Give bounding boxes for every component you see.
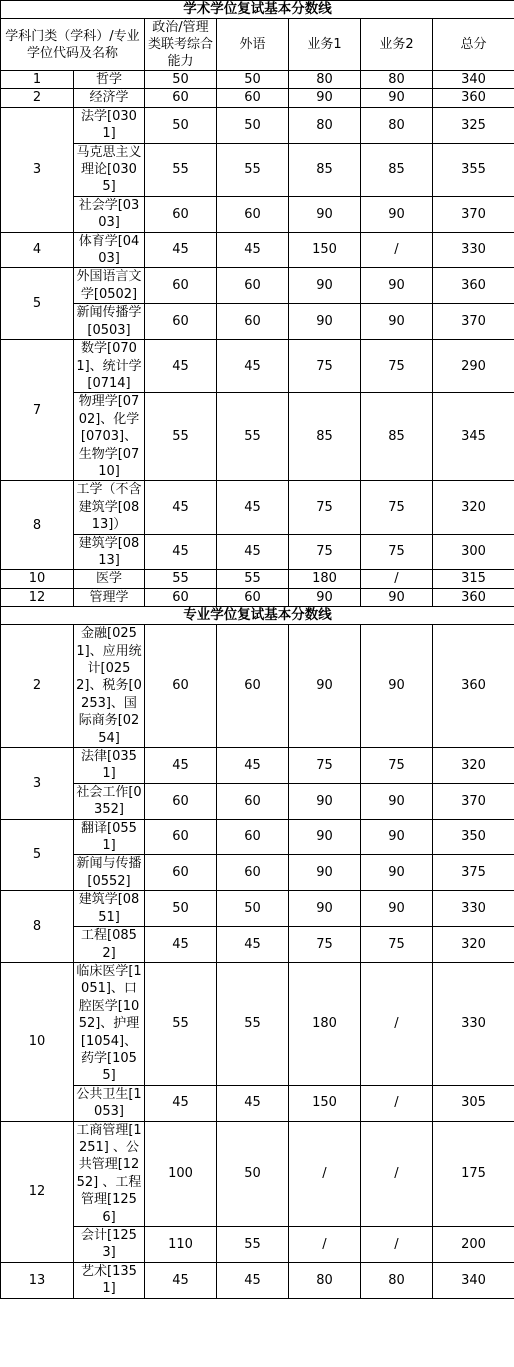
subject1-score: 80 [289, 71, 361, 89]
table-row [1, 570, 514, 588]
table-row [1, 481, 514, 534]
category-code: 8 [1, 481, 74, 570]
subject1-score: / [289, 1227, 361, 1263]
discipline-name: 医学 [74, 570, 145, 588]
table-row [1, 196, 514, 232]
total-score: 360 [433, 588, 514, 606]
subject2-score: 85 [361, 143, 433, 196]
politics-score: 45 [145, 232, 217, 268]
total-score: 305 [433, 1085, 514, 1121]
subject2-score: 75 [361, 534, 433, 570]
subject2-score: 90 [361, 855, 433, 891]
subject2-score: 90 [361, 783, 433, 819]
table-row [1, 783, 514, 819]
table-row [1, 107, 514, 143]
total-score: 370 [433, 783, 514, 819]
subject2-score: 80 [361, 1262, 433, 1298]
subject1-score: 150 [289, 232, 361, 268]
politics-score: 60 [145, 855, 217, 891]
foreign-language-score: 50 [217, 107, 289, 143]
total-score: 370 [433, 304, 514, 340]
subject2-score: 90 [361, 891, 433, 927]
politics-score: 45 [145, 481, 217, 534]
section-title-row [1, 1, 514, 19]
subject1-score: 75 [289, 534, 361, 570]
discipline-name: 管理学 [74, 588, 145, 606]
total-score: 360 [433, 268, 514, 304]
politics-score: 55 [145, 570, 217, 588]
politics-score: 55 [145, 962, 217, 1085]
total-score: 320 [433, 481, 514, 534]
subject1-score: 90 [289, 855, 361, 891]
header-subject1: 业务1 [289, 19, 361, 71]
total-score: 330 [433, 962, 514, 1085]
total-score: 315 [433, 570, 514, 588]
foreign-language-score: 45 [217, 340, 289, 393]
foreign-language-score: 55 [217, 962, 289, 1085]
subject1-score: 90 [289, 89, 361, 107]
foreign-language-score: 50 [217, 1121, 289, 1226]
discipline-name: 建筑学[0851] [74, 891, 145, 927]
category-code: 2 [1, 89, 74, 107]
subject1-score: 75 [289, 748, 361, 784]
subject2-score: 90 [361, 819, 433, 855]
table-row [1, 891, 514, 927]
subject1-score: 85 [289, 143, 361, 196]
table-row [1, 962, 514, 1085]
subject2-score: 75 [361, 340, 433, 393]
politics-score: 45 [145, 340, 217, 393]
score-table-body [1, 1, 514, 1299]
header-discipline: 学科门类（学科）/专业学位代码及名称 [1, 19, 145, 71]
politics-score: 55 [145, 143, 217, 196]
discipline-name: 会计[1253] [74, 1227, 145, 1263]
category-code: 12 [1, 588, 74, 606]
table-row [1, 304, 514, 340]
politics-score: 50 [145, 71, 217, 89]
discipline-name: 金融[0251]、应用统计[0252]、税务[0253]、国际商务[0254] [74, 625, 145, 748]
section-title: 专业学位复试基本分数线 [1, 607, 514, 625]
subject1-score: 90 [289, 268, 361, 304]
category-code: 4 [1, 232, 74, 268]
foreign-language-score: 60 [217, 304, 289, 340]
category-code: 2 [1, 625, 74, 748]
discipline-name: 数学[0701]、统计学[0714] [74, 340, 145, 393]
politics-score: 60 [145, 819, 217, 855]
table-row [1, 855, 514, 891]
subject2-score: 85 [361, 393, 433, 481]
subject1-score: 90 [289, 304, 361, 340]
discipline-name: 法律[0351] [74, 748, 145, 784]
subject2-score: 90 [361, 268, 433, 304]
total-score: 320 [433, 927, 514, 963]
table-row [1, 340, 514, 393]
subject2-score: 90 [361, 588, 433, 606]
category-code: 5 [1, 268, 74, 340]
total-score: 355 [433, 143, 514, 196]
subject2-score: / [361, 570, 433, 588]
table-row [1, 748, 514, 784]
foreign-language-score: 60 [217, 819, 289, 855]
total-score: 345 [433, 393, 514, 481]
table-row [1, 393, 514, 481]
discipline-name: 新闻传播学[0503] [74, 304, 145, 340]
politics-score: 60 [145, 89, 217, 107]
subject1-score: / [289, 1121, 361, 1226]
foreign-language-score: 55 [217, 1227, 289, 1263]
discipline-name: 工程[0852] [74, 927, 145, 963]
politics-score: 50 [145, 891, 217, 927]
subject1-score: 90 [289, 819, 361, 855]
foreign-language-score: 60 [217, 196, 289, 232]
total-score: 290 [433, 340, 514, 393]
discipline-name: 新闻与传播[0552] [74, 855, 145, 891]
politics-score: 60 [145, 268, 217, 304]
category-code: 10 [1, 570, 74, 588]
subject1-score: 85 [289, 393, 361, 481]
foreign-language-score: 45 [217, 534, 289, 570]
table-row [1, 819, 514, 855]
header-total: 总分 [433, 19, 514, 71]
subject2-score: 80 [361, 71, 433, 89]
foreign-language-score: 55 [217, 570, 289, 588]
discipline-name: 艺术[1351] [74, 1262, 145, 1298]
subject2-score: / [361, 1085, 433, 1121]
category-code: 1 [1, 71, 74, 89]
foreign-language-score: 45 [217, 232, 289, 268]
total-score: 200 [433, 1227, 514, 1263]
politics-score: 60 [145, 304, 217, 340]
discipline-name: 马克思主义理论[0305] [74, 143, 145, 196]
table-row [1, 71, 514, 89]
subject1-score: 90 [289, 891, 361, 927]
discipline-name: 外国语言文学[0502] [74, 268, 145, 304]
politics-score: 100 [145, 1121, 217, 1226]
section-title: 学术学位复试基本分数线 [1, 1, 514, 19]
foreign-language-score: 45 [217, 1085, 289, 1121]
subject1-score: 150 [289, 1085, 361, 1121]
subject2-score: / [361, 962, 433, 1085]
foreign-language-score: 55 [217, 143, 289, 196]
discipline-name: 工学（不含建筑学[0813]） [74, 481, 145, 534]
subject2-score: 75 [361, 748, 433, 784]
section-title-row [1, 607, 514, 625]
subject1-score: 75 [289, 481, 361, 534]
subject2-score: 75 [361, 481, 433, 534]
politics-score: 45 [145, 534, 217, 570]
politics-score: 45 [145, 1262, 217, 1298]
table-row [1, 268, 514, 304]
foreign-language-score: 55 [217, 393, 289, 481]
politics-score: 45 [145, 748, 217, 784]
subject1-score: 90 [289, 625, 361, 748]
category-code: 3 [1, 748, 74, 820]
total-score: 325 [433, 107, 514, 143]
table-row [1, 1121, 514, 1226]
total-score: 330 [433, 232, 514, 268]
subject2-score: 90 [361, 196, 433, 232]
category-code: 7 [1, 340, 74, 481]
politics-score: 60 [145, 783, 217, 819]
politics-score: 60 [145, 196, 217, 232]
politics-score: 110 [145, 1227, 217, 1263]
foreign-language-score: 50 [217, 71, 289, 89]
category-code: 12 [1, 1121, 74, 1262]
subject1-score: 90 [289, 588, 361, 606]
total-score: 330 [433, 891, 514, 927]
table-row [1, 1085, 514, 1121]
foreign-language-score: 60 [217, 625, 289, 748]
foreign-language-score: 45 [217, 1262, 289, 1298]
foreign-language-score: 60 [217, 783, 289, 819]
discipline-name: 社会学[0303] [74, 196, 145, 232]
total-score: 360 [433, 89, 514, 107]
subject2-score: / [361, 1227, 433, 1263]
foreign-language-score: 60 [217, 268, 289, 304]
total-score: 370 [433, 196, 514, 232]
subject2-score: 75 [361, 927, 433, 963]
subject1-score: 90 [289, 783, 361, 819]
column-header-row [1, 19, 514, 71]
total-score: 360 [433, 625, 514, 748]
subject1-score: 180 [289, 962, 361, 1085]
foreign-language-score: 50 [217, 891, 289, 927]
table-row [1, 232, 514, 268]
table-row [1, 143, 514, 196]
header-politics: 政治/管理类联考综合能力 [145, 19, 217, 71]
subject2-score: 90 [361, 89, 433, 107]
category-code: 5 [1, 819, 74, 891]
total-score: 175 [433, 1121, 514, 1226]
discipline-name: 体育学[0403] [74, 232, 145, 268]
subject1-score: 75 [289, 340, 361, 393]
total-score: 340 [433, 71, 514, 89]
total-score: 320 [433, 748, 514, 784]
politics-score: 45 [145, 1085, 217, 1121]
politics-score: 50 [145, 107, 217, 143]
subject2-score: 90 [361, 304, 433, 340]
category-code: 10 [1, 962, 74, 1121]
politics-score: 60 [145, 588, 217, 606]
subject1-score: 80 [289, 1262, 361, 1298]
subject1-score: 180 [289, 570, 361, 588]
foreign-language-score: 60 [217, 588, 289, 606]
subject1-score: 80 [289, 107, 361, 143]
category-code: 13 [1, 1262, 74, 1298]
foreign-language-score: 60 [217, 855, 289, 891]
table-row [1, 1262, 514, 1298]
subject2-score: 90 [361, 625, 433, 748]
discipline-name: 经济学 [74, 89, 145, 107]
discipline-name: 哲学 [74, 71, 145, 89]
table-row [1, 588, 514, 606]
table-row [1, 534, 514, 570]
discipline-name: 物理学[0702]、化学[0703]、生物学[0710] [74, 393, 145, 481]
discipline-name: 工商管理[1251] 、公共管理[1252] 、工程管理[1256] [74, 1121, 145, 1226]
total-score: 300 [433, 534, 514, 570]
politics-score: 55 [145, 393, 217, 481]
discipline-name: 社会工作[0352] [74, 783, 145, 819]
header-foreign-language: 外语 [217, 19, 289, 71]
foreign-language-score: 45 [217, 927, 289, 963]
total-score: 340 [433, 1262, 514, 1298]
table-row [1, 89, 514, 107]
subject2-score: 80 [361, 107, 433, 143]
discipline-name: 临床医学[1051]、口腔医学[1052]、护理[1054]、药学[1055] [74, 962, 145, 1085]
subject1-score: 75 [289, 927, 361, 963]
table-row [1, 1227, 514, 1263]
foreign-language-score: 60 [217, 89, 289, 107]
foreign-language-score: 45 [217, 481, 289, 534]
discipline-name: 建筑学[0813] [74, 534, 145, 570]
subject2-score: / [361, 232, 433, 268]
politics-score: 60 [145, 625, 217, 748]
discipline-name: 法学[0301] [74, 107, 145, 143]
header-subject2: 业务2 [361, 19, 433, 71]
table-row [1, 927, 514, 963]
foreign-language-score: 45 [217, 748, 289, 784]
table-row [1, 625, 514, 748]
category-code: 3 [1, 107, 74, 232]
politics-score: 45 [145, 927, 217, 963]
subject1-score: 90 [289, 196, 361, 232]
discipline-name: 公共卫生[1053] [74, 1085, 145, 1121]
total-score: 350 [433, 819, 514, 855]
total-score: 375 [433, 855, 514, 891]
subject2-score: / [361, 1121, 433, 1226]
discipline-name: 翻译[0551] [74, 819, 145, 855]
category-code: 8 [1, 891, 74, 963]
